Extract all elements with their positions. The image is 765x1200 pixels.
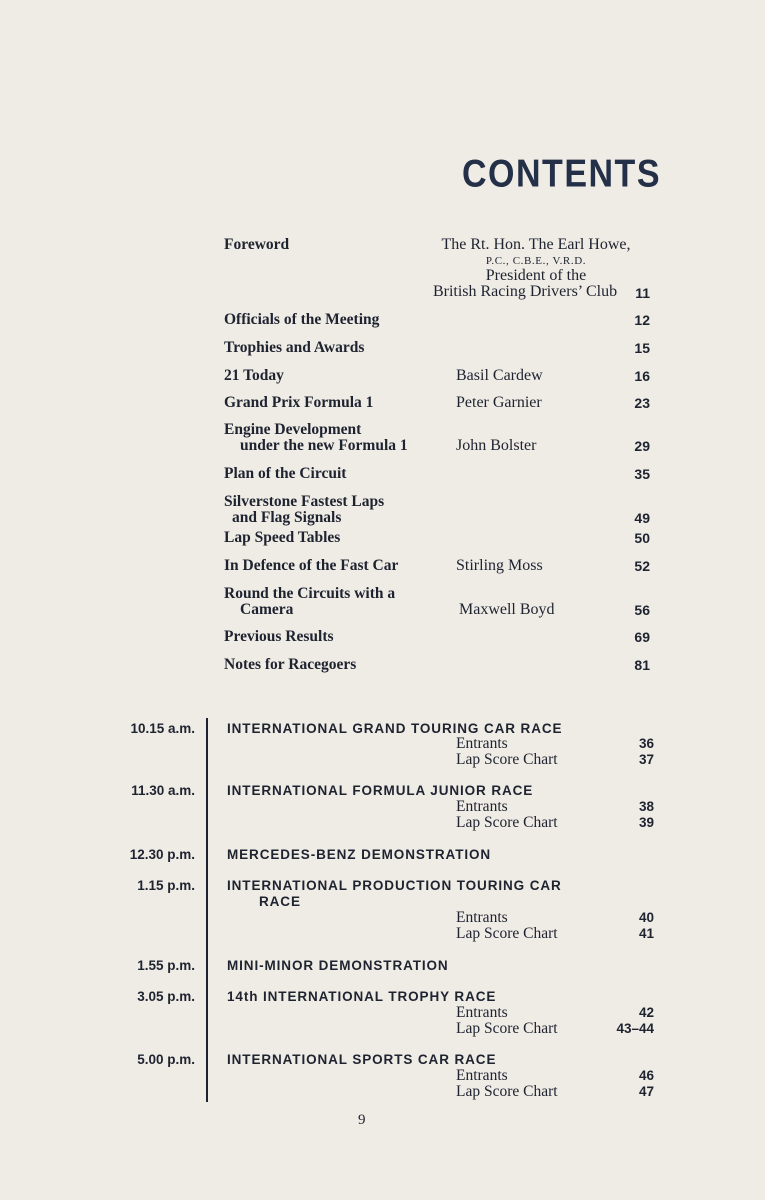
sub-item-label: Lap Score Chart bbox=[456, 925, 558, 942]
page-title: CONTENTS bbox=[462, 152, 661, 196]
entry-title: Officials of the Meeting bbox=[224, 311, 380, 328]
sub-item-label: Entrants bbox=[456, 735, 508, 752]
entry-title: Trophies and Awards bbox=[224, 339, 365, 356]
sub-item-label: Entrants bbox=[456, 1004, 508, 1021]
entry-title: Plan of the Circuit bbox=[224, 465, 347, 482]
entry-title-cont: Camera bbox=[240, 601, 294, 618]
entry-title: Silverstone Fastest Laps bbox=[224, 493, 385, 510]
page-ref: 69 bbox=[634, 629, 650, 645]
event-time: 1.55 p.m. bbox=[137, 958, 195, 973]
page-ref: 50 bbox=[634, 530, 650, 546]
event-title: INTERNATIONAL SPORTS CAR RACE bbox=[227, 1052, 497, 1067]
event-time: 10.15 a.m. bbox=[130, 721, 195, 736]
event-title: INTERNATIONAL PRODUCTION TOURING CAR bbox=[227, 878, 562, 893]
author-line: The Rt. Hon. The Earl Howe, bbox=[441, 236, 631, 253]
event-time: 11.30 a.m. bbox=[131, 783, 195, 798]
page-ref: 46 bbox=[638, 1068, 654, 1083]
entry-title: Round the Circuits with a bbox=[224, 585, 396, 602]
event-title: MERCEDES-BENZ DEMONSTRATION bbox=[227, 847, 492, 862]
page-ref: 12 bbox=[634, 312, 650, 328]
page-ref: 40 bbox=[638, 910, 654, 925]
entry-title: Previous Results bbox=[224, 628, 334, 645]
page-ref: 16 bbox=[634, 368, 650, 384]
entry-title: Grand Prix Formula 1 bbox=[224, 394, 374, 411]
event-title: MINI-MINOR DEMONSTRATION bbox=[227, 958, 449, 973]
sub-item-label: Lap Score Chart bbox=[456, 751, 558, 768]
page-ref: 23 bbox=[634, 395, 650, 411]
event-title: 14th INTERNATIONAL TROPHY RACE bbox=[227, 989, 497, 1004]
entry-author: John Bolster bbox=[456, 437, 537, 454]
page-ref: 52 bbox=[634, 558, 650, 574]
sub-item-label: Entrants bbox=[456, 1067, 508, 1084]
page-ref: 43–44 bbox=[616, 1021, 654, 1036]
sub-item-label: Lap Score Chart bbox=[456, 1083, 558, 1100]
page-ref: 15 bbox=[634, 340, 650, 356]
event-time: 5.00 p.m. bbox=[137, 1052, 195, 1067]
event-time: 12.30 p.m. bbox=[129, 847, 195, 862]
page-ref: 81 bbox=[634, 657, 650, 673]
entry-author: Basil Cardew bbox=[456, 367, 543, 384]
page-ref: 49 bbox=[634, 510, 650, 526]
sub-item-label: Entrants bbox=[456, 798, 508, 815]
sub-item-label: Lap Score Chart bbox=[456, 814, 558, 831]
entry-title: 21 Today bbox=[224, 367, 284, 384]
sub-item-label: Lap Score Chart bbox=[456, 1020, 558, 1037]
page-ref: 56 bbox=[634, 602, 650, 618]
entry-title: In Defence of the Fast Car bbox=[224, 557, 399, 574]
page-ref: 47 bbox=[638, 1084, 654, 1099]
entry-author: Stirling Moss bbox=[456, 557, 543, 574]
entry-title: Notes for Racegoers bbox=[224, 656, 357, 673]
event-title: INTERNATIONAL GRAND TOURING CAR RACE bbox=[227, 721, 563, 736]
author-honours: P.C., C.B.E., V.R.D. bbox=[485, 255, 587, 267]
page-ref: 39 bbox=[638, 815, 654, 830]
entry-author: Peter Garnier bbox=[456, 394, 542, 411]
page-ref: 35 bbox=[634, 466, 650, 482]
event-title-cont: RACE bbox=[259, 894, 301, 909]
author-line: British Racing Drivers’ Club bbox=[432, 283, 618, 300]
entry-author: Maxwell Boyd bbox=[459, 601, 555, 618]
sub-item-label: Entrants bbox=[456, 909, 508, 926]
schedule-divider bbox=[206, 718, 208, 1102]
page-ref: 11 bbox=[635, 285, 650, 301]
entry-title: Engine Development bbox=[224, 421, 362, 438]
entry-title: Foreword bbox=[224, 236, 290, 253]
author-line: President of the bbox=[485, 267, 587, 284]
page-ref: 38 bbox=[638, 799, 654, 814]
page-ref: 42 bbox=[638, 1005, 654, 1020]
page-number: 9 bbox=[358, 1112, 366, 1128]
page-ref: 29 bbox=[634, 438, 650, 454]
entry-title-cont: under the new Formula 1 bbox=[240, 437, 408, 454]
page-ref: 41 bbox=[638, 926, 654, 941]
event-time: 3.05 p.m. bbox=[137, 989, 195, 1004]
page-ref: 37 bbox=[638, 752, 654, 767]
foreword-credit bbox=[413, 237, 659, 300]
entry-title-cont: and Flag Signals bbox=[232, 509, 342, 526]
entry-title: Lap Speed Tables bbox=[224, 529, 341, 546]
event-title: INTERNATIONAL FORMULA JUNIOR RACE bbox=[227, 783, 534, 798]
page-ref: 36 bbox=[638, 736, 654, 751]
event-time: 1.15 p.m. bbox=[137, 878, 195, 893]
